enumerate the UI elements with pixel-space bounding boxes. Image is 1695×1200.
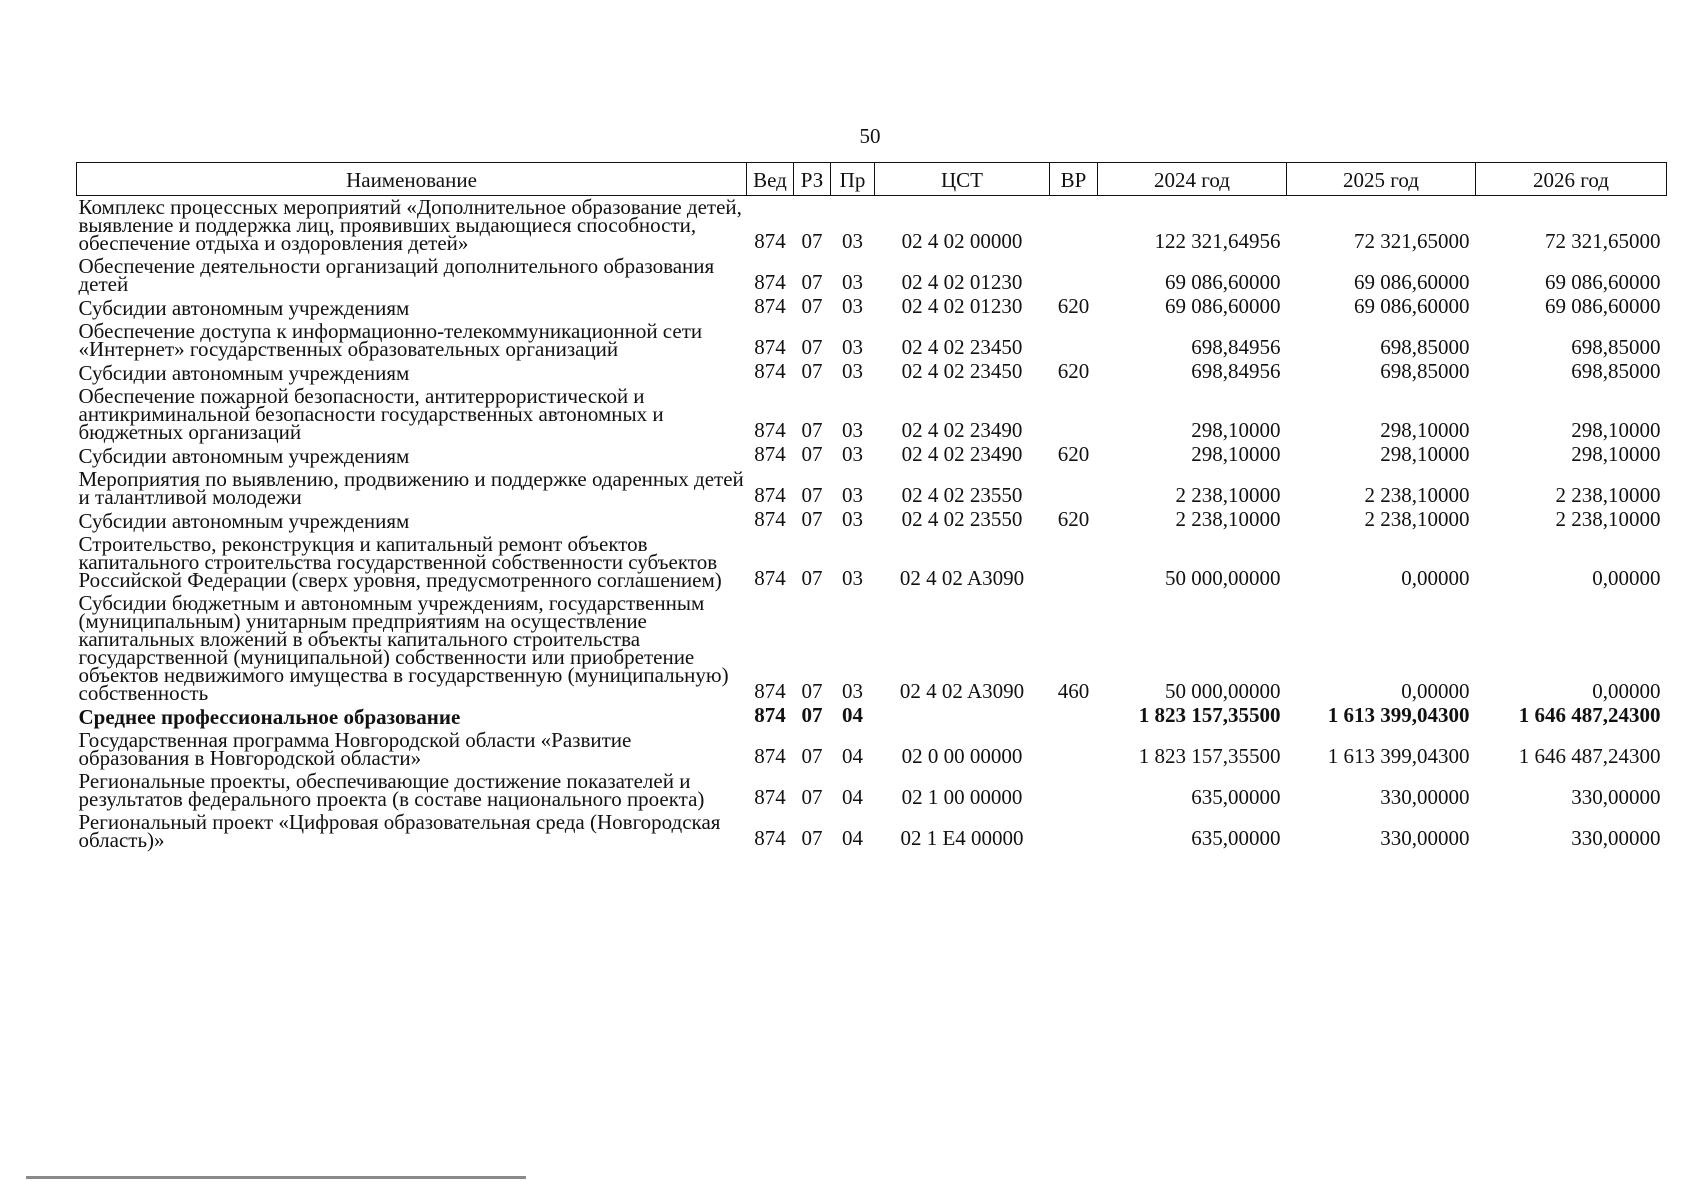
row-ved: 874 xyxy=(754,359,786,383)
row-ved: 874 xyxy=(754,442,786,466)
row-pr: 03 xyxy=(842,294,863,318)
row-vr xyxy=(1050,811,1098,852)
row-2024: 69 086,60000 xyxy=(1165,294,1281,318)
row-2025: 330,00000 xyxy=(1380,785,1470,809)
row-2026: 330,00000 xyxy=(1571,826,1661,850)
row-vr xyxy=(1050,533,1098,592)
row-2025: 0,00000 xyxy=(1401,679,1470,703)
row-rz: 07 xyxy=(801,483,823,507)
row-2024: 1 823 157,35500 xyxy=(1138,703,1281,727)
row-2024: 1 823 157,35500 xyxy=(1138,744,1281,768)
row-2026: 298,10000 xyxy=(1571,442,1661,466)
row-pr: 03 xyxy=(842,418,863,442)
row-pr: 03 xyxy=(842,229,863,253)
row-vr xyxy=(1050,770,1098,811)
header-vr: ВР xyxy=(1050,163,1098,196)
row-2024: 50 000,00000 xyxy=(1165,566,1281,590)
row-rz: 07 xyxy=(801,294,823,318)
row-cst: 02 4 02 00000 xyxy=(901,229,1023,253)
header-name: Наименование xyxy=(77,163,747,196)
row-2026: 69 086,60000 xyxy=(1545,270,1661,294)
row-rz: 07 xyxy=(801,229,823,253)
row-2025: 0,00000 xyxy=(1401,566,1470,590)
row-vr xyxy=(1050,196,1098,256)
row-cst: 02 1 E4 00000 xyxy=(900,826,1024,850)
table-row xyxy=(77,296,1667,320)
row-2025: 698,85000 xyxy=(1380,335,1470,359)
row-cst: 02 4 02 23550 xyxy=(901,507,1023,531)
row-ved: 874 xyxy=(754,270,786,294)
row-cst: 02 4 02 A3090 xyxy=(899,566,1025,590)
header-cst: ЦСТ xyxy=(875,163,1050,196)
row-rz: 07 xyxy=(801,566,823,590)
row-2026: 72 321,65000 xyxy=(1545,229,1661,253)
row-2024: 635,00000 xyxy=(1191,785,1281,809)
row-ved: 874 xyxy=(754,703,786,727)
row-name: Субсидии бюджетным и автономным учреждениям, государственным (муниципальным) унитарным предприятиям на осуществление капитальных вложений в объекты капитального строительства государственной (муниципальной) собственности или приобретение объектов недвижимого имущества в государственную (муниципальную) собственность xyxy=(78,591,729,705)
table-row xyxy=(77,320,1667,361)
row-2025: 298,10000 xyxy=(1380,442,1470,466)
row-rz: 07 xyxy=(801,785,823,809)
row-vr xyxy=(1050,385,1098,444)
row-pr: 03 xyxy=(842,359,863,383)
row-vr xyxy=(1050,320,1098,361)
row-rz: 07 xyxy=(801,442,823,466)
row-ved: 874 xyxy=(754,744,786,768)
row-ved: 874 xyxy=(754,566,786,590)
row-vr: 620 xyxy=(1057,442,1090,466)
table-row-section-total xyxy=(77,705,1667,729)
row-2024: 698,84956 xyxy=(1191,359,1281,383)
row-2026: 698,85000 xyxy=(1571,335,1661,359)
row-2025: 298,10000 xyxy=(1380,418,1470,442)
row-2026: 298,10000 xyxy=(1571,418,1661,442)
row-name: Комплекс процессных мероприятий «Дополнительное образование детей, выявление и поддержка лиц, проявивших выдающиеся способности, обеспечение отдыха и оздоровления детей» xyxy=(78,195,742,255)
row-name: Строительство, реконструкция и капитальный ремонт объектов капитального строительства государственной собственности субъектов Российской Федерации (сверх уровня, предусмотренного соглашением) xyxy=(78,532,722,592)
budget-table xyxy=(76,162,1667,852)
header-ved: Вед xyxy=(747,163,794,196)
row-pr: 03 xyxy=(842,442,863,466)
table-row xyxy=(77,729,1667,770)
row-cst: 02 4 02 A3090 xyxy=(899,679,1025,703)
row-2025: 69 086,60000 xyxy=(1354,270,1470,294)
header-2026: 2026 год xyxy=(1476,163,1667,196)
footer-divider xyxy=(26,1176,526,1179)
row-vr xyxy=(1050,255,1098,296)
row-2026: 2 238,10000 xyxy=(1555,507,1661,531)
row-2026: 0,00000 xyxy=(1592,679,1661,703)
page-number: 50 xyxy=(859,124,881,148)
row-2024: 2 238,10000 xyxy=(1175,507,1281,531)
row-2024: 122 321,64956 xyxy=(1154,229,1281,253)
row-2024: 298,10000 xyxy=(1191,418,1281,442)
row-pr: 04 xyxy=(842,785,863,809)
row-cst xyxy=(875,705,1050,729)
row-2025: 330,00000 xyxy=(1380,826,1470,850)
row-rz: 07 xyxy=(801,826,823,850)
header-rz: РЗ xyxy=(794,163,831,196)
row-name: Субсидии автономным учреждениям xyxy=(78,444,410,468)
row-name: Мероприятия по выявлению, продвижению и поддержке одаренных детей и талантливой молодежи xyxy=(78,467,744,509)
row-cst: 02 4 02 23450 xyxy=(901,359,1023,383)
row-ved: 874 xyxy=(754,335,786,359)
row-pr: 04 xyxy=(842,703,863,727)
header-pr: Пр xyxy=(831,163,875,196)
row-vr: 460 xyxy=(1057,679,1090,703)
table-row xyxy=(77,509,1667,533)
row-rz: 07 xyxy=(801,679,823,703)
row-rz: 07 xyxy=(801,270,823,294)
row-2026: 0,00000 xyxy=(1592,566,1661,590)
table-row xyxy=(77,255,1667,296)
row-vr: 620 xyxy=(1057,507,1090,531)
row-2025: 72 321,65000 xyxy=(1354,229,1470,253)
table-row xyxy=(77,770,1667,811)
row-ved: 874 xyxy=(754,418,786,442)
row-name: Региональные проекты, обеспечивающие достижение показателей и результатов федерального проекта (в составе национального проекта) xyxy=(78,769,705,811)
row-pr: 03 xyxy=(842,679,863,703)
row-vr xyxy=(1050,468,1098,509)
row-name: Региональный проект «Цифровая образовательная среда (Новгородская область)» xyxy=(78,810,721,852)
row-cst: 02 4 02 01230 xyxy=(901,270,1023,294)
row-ved: 874 xyxy=(754,679,786,703)
row-cst: 02 4 02 23490 xyxy=(901,442,1023,466)
row-pr: 03 xyxy=(842,566,863,590)
row-ved: 874 xyxy=(754,483,786,507)
row-ved: 874 xyxy=(754,785,786,809)
header-2024: 2024 год xyxy=(1098,163,1287,196)
row-2025: 2 238,10000 xyxy=(1364,507,1470,531)
row-2025: 2 238,10000 xyxy=(1364,483,1470,507)
row-name: Среднее профессиональное образование xyxy=(78,705,461,729)
row-vr xyxy=(1050,705,1098,729)
row-pr: 03 xyxy=(842,483,863,507)
table-row xyxy=(77,361,1667,385)
row-name: Обеспечение пожарной безопасности, антитеррористической и антикриминальной безопасности государственных автономных и бюджетных организаций xyxy=(78,384,664,444)
row-2025: 698,85000 xyxy=(1380,359,1470,383)
row-2024: 635,00000 xyxy=(1191,826,1281,850)
row-rz: 07 xyxy=(801,359,823,383)
table-row xyxy=(77,196,1667,256)
row-cst: 02 4 02 23490 xyxy=(901,418,1023,442)
row-cst: 02 4 02 01230 xyxy=(901,294,1023,318)
table-row xyxy=(77,811,1667,852)
row-2025: 1 613 399,04300 xyxy=(1327,703,1470,727)
row-rz: 07 xyxy=(801,744,823,768)
row-cst: 02 1 00 00000 xyxy=(901,785,1023,809)
row-cst: 02 4 02 23550 xyxy=(901,483,1023,507)
table-row xyxy=(77,533,1667,592)
row-2025: 1 613 399,04300 xyxy=(1327,744,1470,768)
row-2024: 50 000,00000 xyxy=(1165,679,1281,703)
row-pr: 04 xyxy=(842,826,863,850)
row-vr: 620 xyxy=(1057,359,1090,383)
table-row xyxy=(77,444,1667,468)
row-ved: 874 xyxy=(754,229,786,253)
row-cst: 02 4 02 23450 xyxy=(901,335,1023,359)
table-row xyxy=(77,385,1667,444)
row-ved: 874 xyxy=(754,507,786,531)
table-row xyxy=(77,592,1667,705)
row-2026: 698,85000 xyxy=(1571,359,1661,383)
row-name: Субсидии автономным учреждениям xyxy=(78,361,410,385)
row-2024: 69 086,60000 xyxy=(1165,270,1281,294)
row-name: Обеспечение доступа к информационно-телекоммуникационной сети «Интернет» государственных образовательных организаций xyxy=(78,319,703,361)
row-2026: 69 086,60000 xyxy=(1545,294,1661,318)
row-rz: 07 xyxy=(801,335,823,359)
row-2026: 1 646 487,24300 xyxy=(1518,703,1661,727)
row-2026: 330,00000 xyxy=(1571,785,1661,809)
row-pr: 03 xyxy=(842,270,863,294)
header-2025: 2025 год xyxy=(1287,163,1476,196)
table-row xyxy=(77,468,1667,509)
row-pr: 04 xyxy=(842,744,863,768)
row-pr: 03 xyxy=(842,507,863,531)
row-name: Субсидии автономным учреждениям xyxy=(78,509,410,533)
table-header-row xyxy=(77,163,1667,196)
row-rz: 07 xyxy=(801,507,823,531)
row-name: Государственная программа Новгородской области «Развитие образования в Новгородской области» xyxy=(78,728,632,770)
row-2025: 69 086,60000 xyxy=(1354,294,1470,318)
row-vr: 620 xyxy=(1057,294,1090,318)
row-2026: 1 646 487,24300 xyxy=(1518,744,1661,768)
row-rz: 07 xyxy=(801,418,823,442)
row-rz: 07 xyxy=(801,703,823,727)
row-ved: 874 xyxy=(754,294,786,318)
row-name: Обеспечение деятельности организаций дополнительного образования детей xyxy=(78,254,715,296)
row-cst: 02 0 00 00000 xyxy=(901,744,1023,768)
row-name: Субсидии автономным учреждениям xyxy=(78,296,410,320)
row-vr xyxy=(1050,729,1098,770)
row-pr: 03 xyxy=(842,335,863,359)
row-2026: 2 238,10000 xyxy=(1555,483,1661,507)
row-2024: 298,10000 xyxy=(1191,442,1281,466)
row-ved: 874 xyxy=(754,826,786,850)
row-2024: 2 238,10000 xyxy=(1175,483,1281,507)
row-2024: 698,84956 xyxy=(1191,335,1281,359)
